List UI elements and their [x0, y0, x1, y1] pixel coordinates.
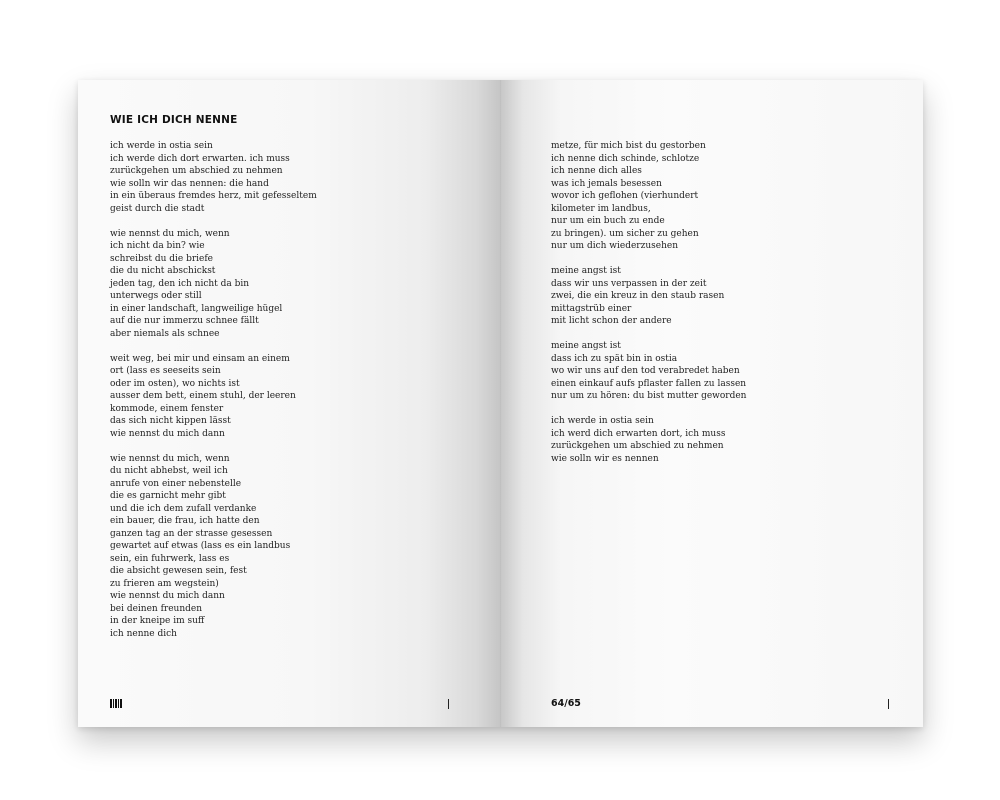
stanza [551, 415, 901, 465]
poem-line: die es garnicht mehr gibt [110, 491, 226, 501]
poem-line: die absicht gewesen sein, fest [110, 566, 247, 576]
poem-line: kilometer im landbus, [551, 203, 651, 214]
poem-line: was ich jemals besessen [551, 178, 662, 189]
stanza [110, 140, 480, 215]
poem-line: aber niemals als schnee [110, 328, 220, 339]
poem-line: bei deinen freunden [110, 603, 203, 614]
poem-line: und die ich dem zufall verdanke [110, 503, 257, 514]
right-page [502, 80, 923, 727]
poem-text-left [110, 140, 480, 653]
stanza [551, 140, 901, 253]
poem-line: geist durch die stadt [110, 203, 205, 214]
poem-line: zurückgehen um abschied zu nehmen [551, 441, 724, 451]
poem-line: ganzen tag an der strasse gesessen [110, 528, 273, 539]
poem-line: zu frieren am wegstein) [110, 578, 219, 589]
page-tick-mark [888, 699, 889, 709]
poem-line: zurückgehen um abschied zu nehmen [110, 166, 283, 176]
poem-line: anrufe von einer nebenstelle [110, 478, 242, 489]
poem-line: meine angst ist [551, 266, 621, 276]
poem-line: zwei, die ein kreuz in den staub rasen [551, 291, 725, 301]
poem-line: einen einkauf aufs pflaster fallen zu lassen [551, 378, 747, 389]
poem-line: ich nenne dich [110, 628, 177, 639]
open-book [78, 80, 923, 727]
poem-line: in der kneipe im suff [110, 616, 205, 626]
poem-line: metze, für mich bist du gestorben [551, 141, 706, 151]
poem-title: WIE ICH DICH NENNE [110, 114, 238, 126]
poem-line: in ein überaus fremdes herz, mit gefesseltem [110, 191, 317, 201]
stanza [110, 453, 480, 641]
poem-line: unterwegs oder still [110, 291, 202, 301]
poem-line: ich nenne dich schinde, schlotze [551, 153, 700, 164]
poem-line: meine angst ist [551, 341, 621, 351]
stanza [551, 340, 901, 403]
poem-line: wie solln wir das nennen: die hand [110, 178, 269, 189]
poem-line: wie nennst du mich dann [110, 591, 225, 601]
poem-line: wie nennst du mich, wenn [110, 453, 230, 464]
poem-line: wie solln wir es nennen [551, 453, 659, 464]
poem-line: ort (lass es seeseits sein [110, 366, 221, 376]
poem-line: wo wir uns auf den tod verabredet haben [551, 366, 740, 376]
poem-line: weit weg, bei mir und einsam an einem [110, 353, 290, 364]
poem-line: mit licht schon der andere [551, 316, 672, 326]
barcode-icon [110, 699, 122, 708]
poem-line: wie nennst du mich, wenn [110, 228, 230, 239]
stanza [551, 265, 901, 328]
poem-line: die du nicht abschickst [110, 266, 216, 276]
poem-line: schreibst du die briefe [110, 253, 213, 264]
poem-line: das sich nicht kippen lässt [110, 416, 231, 426]
page-tick-mark [448, 699, 449, 709]
poem-line: auf die nur immerzu schnee fällt [110, 316, 259, 326]
poem-line: nur um dich wiederzusehen [551, 241, 678, 251]
poem-line: ich nicht da bin? wie [110, 241, 205, 251]
stanza [110, 353, 480, 441]
poem-line: ausser dem bett, einem stuhl, der leeren [110, 391, 296, 401]
poem-line: dass ich zu spät bin in ostia [551, 353, 678, 364]
poem-line: dass wir uns verpassen in der zeit [551, 278, 707, 289]
poem-line: ich nenne dich alles [551, 166, 642, 176]
poem-text-right [551, 140, 901, 478]
poem-line: oder im osten), wo nichts ist [110, 378, 240, 389]
poem-line: mittagstrüb einer [551, 303, 632, 314]
poem-line: zu bringen). um sicher zu gehen [551, 228, 699, 239]
poem-line: sein, ein fuhrwerk, lass es [110, 553, 230, 564]
poem-line: ich werd dich erwarten dort, ich muss [551, 428, 726, 439]
poem-line: jeden tag, den ich nicht da bin [110, 278, 250, 289]
poem-line: nur um ein buch zu ende [551, 216, 665, 226]
stanza [110, 228, 480, 341]
poem-line: in einer landschaft, langweilige hügel [110, 303, 283, 314]
left-page [78, 80, 502, 727]
poem-line: ich werde in ostia sein [551, 416, 654, 426]
poem-line: wovor ich geflohen (vierhundert [551, 191, 699, 201]
poem-line: gewartet auf etwas (lass es ein landbus [110, 541, 291, 551]
poem-line: kommode, einem fenster [110, 403, 224, 414]
poem-line: du nicht abhebst, weil ich [110, 466, 228, 476]
poem-line: nur um zu hören: du bist mutter geworden [551, 391, 747, 401]
poem-line: ich werde in ostia sein [110, 141, 213, 151]
poem-line: wie nennst du mich dann [110, 428, 225, 439]
poem-line: ich werde dich dort erwarten. ich muss [110, 153, 290, 164]
page-number: 64/65 [551, 698, 581, 709]
poem-line: ein bauer, die frau, ich hatte den [110, 516, 260, 526]
